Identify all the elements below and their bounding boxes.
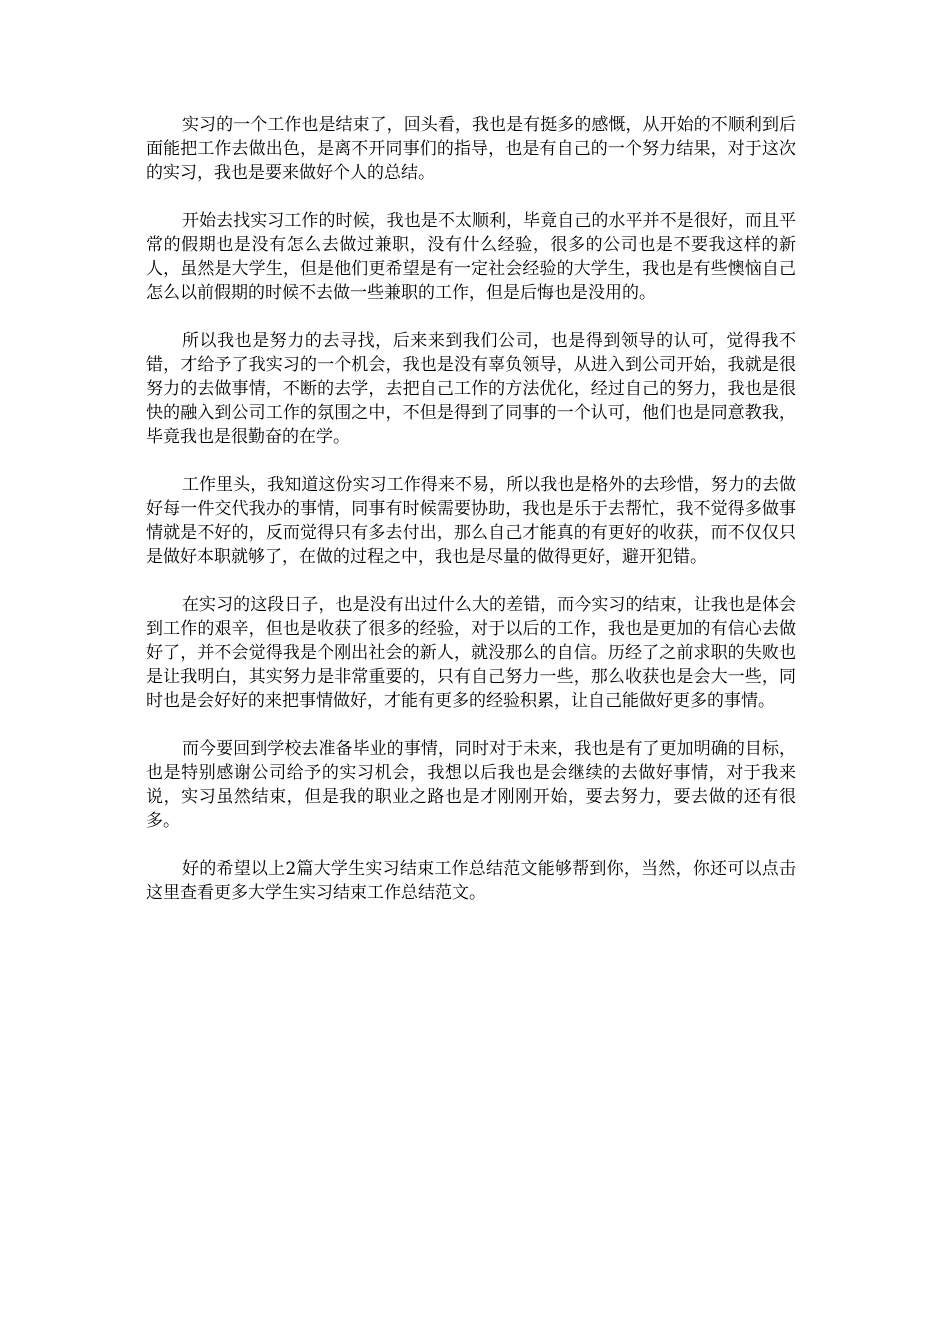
paragraph-3: 所以我也是努力的去寻找，后来来到我们公司，也是得到领导的认可，觉得我不错，才给予了我实习的一个机会，我也是没有辜负领导，从进入到公司开始，我就是很努力的去做事情，不断的去学，去把自己工作的方法优化，经过自己的努力，我也是很快的融入到公司工作的氛围之中，不但是得到了同事的一个认可，他们也是同意教我，毕竟我也是很勤奋的在学。 [146,331,796,447]
paragraph-2: 开始去找实习工作的时候，我也是不太顺利，毕竟自己的水平并不是很好，而且平常的假期也是没有怎么去做过兼职，没有什么经验，很多的公司也是不要我这样的新人，虽然是大学生，但是他们更希望是有一定社会经验的大学生，我也是有些懊恼自己怎么以前假期的时候不去做一些兼职的工作，但是后悔也是没用的。 [146,211,796,303]
document-body [146,113,796,929]
paragraph-7: 好的希望以上2篇大学生实习结束工作总结范文能够帮到你，当然，你还可以点击这里查看更多大学生实习结束工作总结范文。 [146,859,796,903]
paragraph-1: 实习的一个工作也是结束了，回头看，我也是有挺多的感慨，从开始的不顺利到后面能把工作去做出色，是离不开同事们的指导，也是有自己的一个努力结果，对于这次的实习，我也是要来做好个人的总结。 [146,115,796,183]
paragraph-5: 在实习的这段日子，也是没有出过什么大的差错，而今实习的结束，让我也是体会到工作的艰辛，但也是收获了很多的经验，对于以后的工作，我也是更加的有信心去做好了，并不会觉得我是个刚出社会的新人，就没那么的自信。历经了之前求职的失败也是让我明白，其实努力是非常重要的，只有自己努力一些，那么收获也是会大一些，同时也是会好好的来把事情做好，才能有更多的经验积累，让自己能做好更多的事情。 [146,595,796,711]
paragraph-4: 工作里头，我知道这份实习工作得来不易，所以我也是格外的去珍惜，努力的去做好每一件交代我办的事情，同事有时候需要协助，我也是乐于去帮忙，我不觉得多做事情就是不好的，反而觉得只有多去付出，那么自己才能真的有更好的收获，而不仅仅只是做好本职就够了，在做的过程之中，我也是尽量的做得更好，避开犯错。 [146,475,796,567]
paragraph-6: 而今要回到学校去准备毕业的事情，同时对于未来，我也是有了更加明确的目标，也是特别感谢公司给予的实习机会，我想以后我也是会继续的去做好事情，对于我来说，实习虽然结束，但是我的职业之路也是才刚刚开始，要去努力，要去做的还有很多。 [146,739,796,831]
